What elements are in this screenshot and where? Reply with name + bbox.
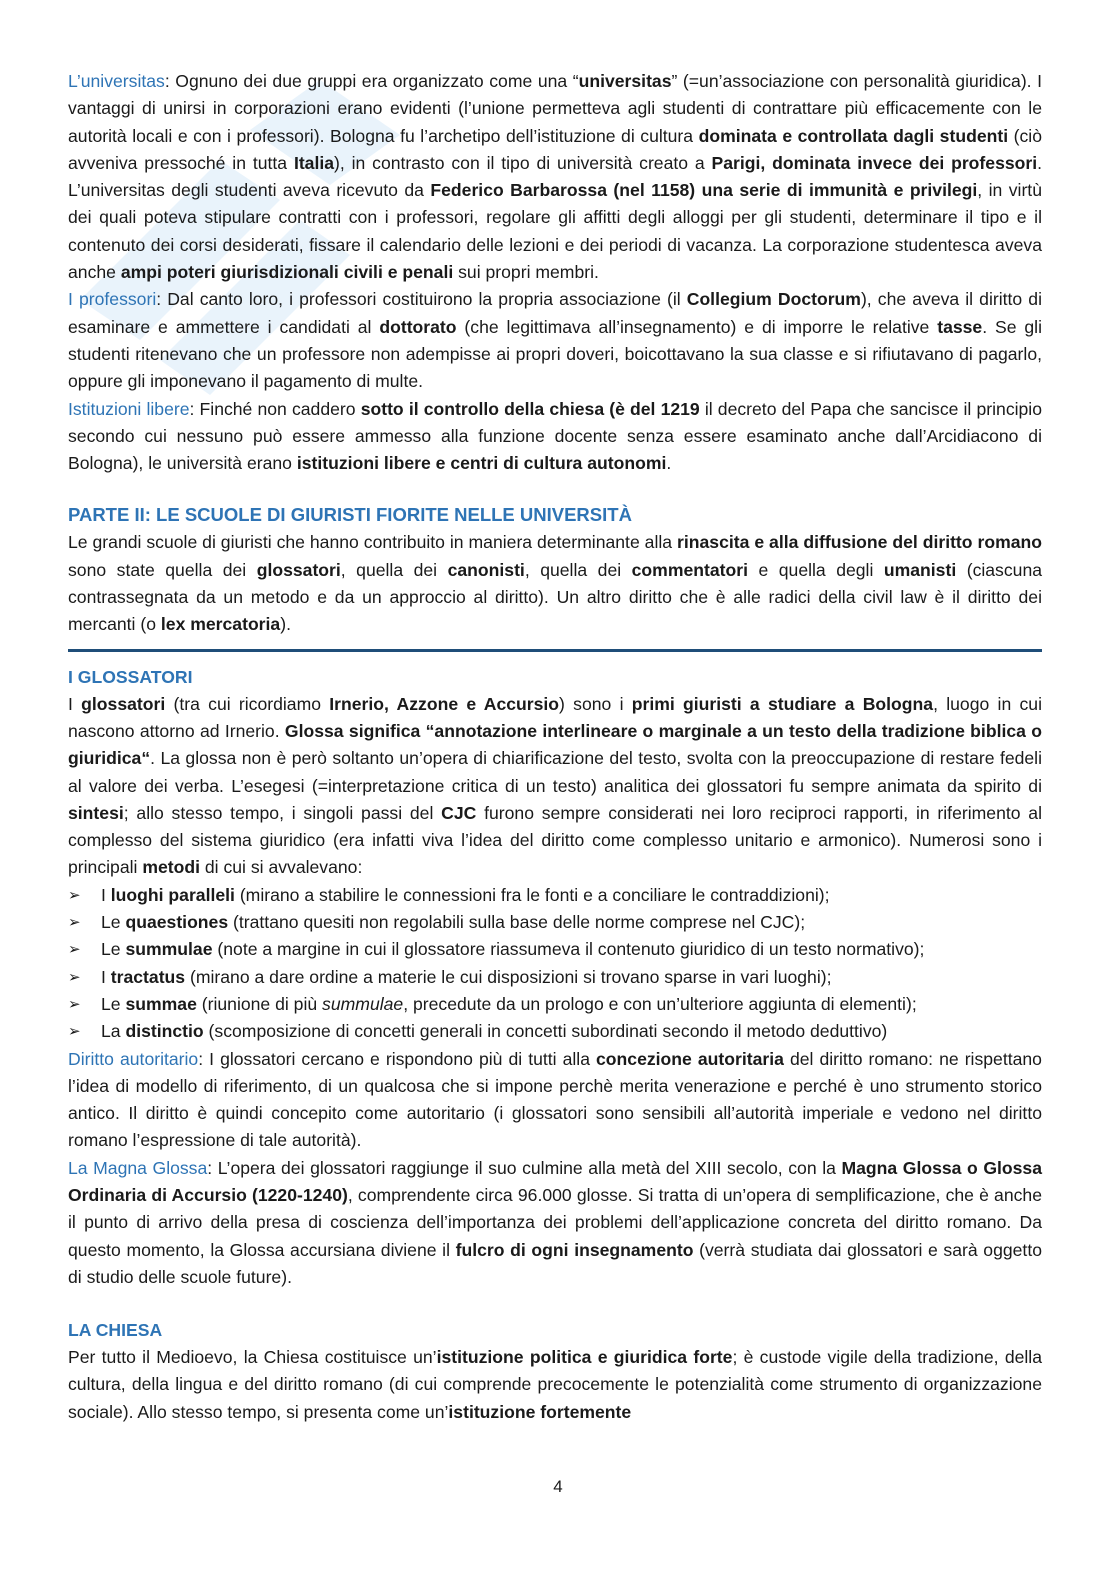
bold-text: dottorato bbox=[379, 316, 457, 337]
lead-istituzioni: Istituzioni libere bbox=[68, 398, 190, 419]
list-item bbox=[68, 964, 1042, 991]
text: . L’universitas degli studenti aveva ricevuto da bbox=[68, 152, 1043, 201]
text: furono sempre considerati nei loro reciproci rapporti, in riferimento al complesso del sistema giuridico (era infatti viva l’idea del diritto come complesso unitario e armonico). Numerosi sono i principali bbox=[68, 802, 1042, 878]
lead-diritto-autoritario: Diritto autoritario bbox=[68, 1048, 199, 1069]
paragraph-magna-glossa bbox=[68, 1155, 1042, 1291]
text: il decreto del Papa che sancisce il principio secondo cui nessuno può essere ammesso alla funzione docente senza essere esaminato anche dall’Arcidiacono di Bologna), le università erano bbox=[68, 398, 1042, 474]
text: La bbox=[101, 1021, 126, 1042]
text: : L’opera dei glossatori raggiunge il suo culmine alla metà del XIII secolo, con la bbox=[207, 1157, 842, 1178]
text: : I glossatori cercano e rispondono più di tutti alla bbox=[198, 1048, 597, 1069]
bold-text: Glossa significa “annotazione interlineare o marginale a un testo della tradizione biblica o giuridica“ bbox=[68, 720, 1042, 769]
section-divider bbox=[68, 649, 1042, 652]
bold-text: concezione autoritaria bbox=[596, 1048, 784, 1069]
paragraph-glossatori bbox=[68, 691, 1042, 882]
bold-text: sotto il controllo della chiesa (è del 1219 bbox=[360, 398, 700, 419]
text: Le bbox=[101, 939, 126, 960]
arrow-bullet-icon: ➢ bbox=[68, 941, 81, 959]
text: Le bbox=[101, 912, 126, 933]
text: di cui si avvalevano: bbox=[200, 857, 363, 878]
arrow-bullet-icon: ➢ bbox=[68, 914, 81, 932]
list-item bbox=[68, 909, 1042, 936]
document-page bbox=[68, 68, 1042, 1426]
lead-professori: I professori bbox=[68, 289, 157, 310]
list-item bbox=[68, 936, 1042, 963]
bold-text: summulae bbox=[125, 939, 213, 960]
bold-text: commentatori bbox=[631, 559, 748, 580]
bold-text: metodi bbox=[142, 857, 200, 878]
text: (mirano a dare ordine a materie le cui disposizioni si trovano sparse in vari luoghi); bbox=[185, 966, 832, 987]
text: I bbox=[101, 884, 111, 905]
bold-text: canonisti bbox=[447, 559, 525, 580]
text: , comprendente circa 96.000 glosse. Si tratta di un’opera di semplificazione, che è anche il punto di arrivo della presa di coscienza dell’importanza dei problemi dell’applicazione concreta del diritto romano. Da questo momento, la Glossa accursiana diviene il bbox=[68, 1184, 1042, 1260]
text: ). bbox=[280, 614, 291, 635]
bold-text: umanisti bbox=[883, 559, 957, 580]
bold-text: glossatori bbox=[256, 559, 341, 580]
bold-text: istituzioni libere e centri di cultura autonomi bbox=[296, 453, 667, 474]
text: . bbox=[666, 453, 672, 474]
lead-universitas: L’universitas bbox=[68, 71, 165, 91]
bold-text: istituzione fortemente bbox=[448, 1401, 632, 1422]
italic-text: summulae bbox=[322, 993, 404, 1014]
bold-text: Irnerio, Azzone e Accursio bbox=[329, 693, 560, 714]
bold-text: tractatus bbox=[110, 966, 186, 987]
bold-text: fulcro di ogni insegnamento bbox=[455, 1239, 694, 1260]
arrow-bullet-icon: ➢ bbox=[68, 886, 81, 904]
arrow-bullet-icon: ➢ bbox=[68, 995, 81, 1013]
text: , quella dei bbox=[524, 559, 632, 580]
paragraph-parte-ii bbox=[68, 529, 1042, 638]
paragraph-istituzioni bbox=[68, 396, 1042, 478]
list-item bbox=[68, 882, 1042, 909]
text: ) sono i bbox=[559, 693, 632, 714]
section-title-chiesa: LA CHIESA bbox=[68, 1320, 163, 1341]
bold-text: universitas bbox=[578, 71, 672, 91]
text: ; allo stesso tempo, i singoli passi del bbox=[123, 802, 442, 823]
text: , quella dei bbox=[340, 559, 448, 580]
bold-text: istituzione politica e giuridica forte bbox=[436, 1347, 733, 1368]
text: Le grandi scuole di giuristi che hanno contribuito in maniera determinante alla bbox=[68, 532, 678, 553]
arrow-bullet-icon: ➢ bbox=[68, 968, 81, 986]
bold-text: luoghi paralleli bbox=[110, 884, 235, 905]
text: ), in contrasto con il tipo di università creato a bbox=[334, 152, 712, 173]
bold-text: Collegium Doctorum bbox=[686, 289, 861, 310]
paragraph-universitas bbox=[68, 68, 1042, 286]
spacer bbox=[68, 1291, 1042, 1317]
bold-text: lex mercatoria bbox=[160, 614, 281, 635]
text: Per tutto il Medioevo, la Chiesa costituisce un’ bbox=[68, 1347, 437, 1368]
text: (verrà studiata dai glossatori e sarà oggetto di studio delle scuole future). bbox=[68, 1239, 1042, 1287]
text: del diritto romano: ne rispettano l’idea di modello di riferimento, di un qualcosa che si impone perchè merita venerazione e perché è uno strumento storico antico. Il diritto è quindi concepito come autoritario (i glossatori sono sensibili all’autorità imperiale e vedono nel diritto romano l’espressione di tale autorità). bbox=[68, 1048, 1042, 1151]
text: (riunione di più bbox=[196, 993, 323, 1014]
text: (scomposizione di concetti generali in concetti subordinati secondo il metodo deduttivo) bbox=[203, 1021, 888, 1042]
paragraph-professori bbox=[68, 286, 1042, 395]
text: : Ognuno dei due gruppi era organizzato come una “ bbox=[164, 71, 579, 91]
text: sono state quella dei bbox=[68, 559, 257, 580]
bold-text: dominata e controllata dagli studenti bbox=[698, 125, 1009, 146]
text: (ciò avveniva pressoché in tutta bbox=[68, 125, 1042, 173]
bold-text: distinctio bbox=[125, 1021, 204, 1042]
text: ; è custode vigile della tradizione, della cultura, della lingua e del diritto romano (di cui comprende precocemente le potenzialità come strumento di organizzazione sociale). Allo stesso tempo, si presenta come un’ bbox=[68, 1347, 1042, 1422]
list-item bbox=[68, 991, 1042, 1018]
section-title-glossatori: I GLOSSATORI bbox=[68, 666, 193, 687]
text: (trattano quesiti non regolabili sulla base delle norme comprese nel CJC); bbox=[228, 912, 806, 933]
text: , in virtù dei quali poteva stipulare contratti con i professori, regolare gli affitti degli alloggi per gli studenti, determinare il tipo e il contenuto dei corsi desiderati, fissare il calendario delle lezioni e dei periodi di vacanza. La corporazione studentesca aveva anche bbox=[68, 180, 1042, 283]
text: : Dal canto loro, i professori costituirono la propria associazione (il bbox=[156, 289, 687, 310]
bold-text: primi giuristi a studiare a Bologna bbox=[631, 693, 934, 714]
bold-text: CJC bbox=[441, 802, 477, 823]
bold-text: Magna Glossa o Glossa Ordinaria di Accursio (1220-1240) bbox=[68, 1157, 1042, 1205]
text: (ciascuna contrassegnata da un metodo e da un approccio al diritto). Un altro diritto che è alle radici della civil law è il diritto dei mercanti (o bbox=[68, 559, 1043, 635]
bold-text: summae bbox=[125, 993, 197, 1014]
text: ” (=un’associazione con personalità giuridica). I vantaggi di unirsi in corporazioni erano evidenti (l’unione permetteva agli studenti di contrattare più efficacemente con le autorità locali e con i professori). Bologna fu l’archetipo dell’istituzione di cultura bbox=[68, 71, 1042, 146]
page-number: 4 bbox=[553, 1477, 563, 1496]
methods-list bbox=[68, 882, 1042, 1046]
text: : Finché non caddero bbox=[189, 398, 361, 419]
section-title-parte-ii: PARTE II: LE SCUOLE DI GIURISTI FIORITE NELLE UNIVERSITÀ bbox=[68, 504, 632, 526]
list-item bbox=[68, 1018, 1042, 1045]
bold-text: glossatori bbox=[81, 693, 166, 714]
text: Le bbox=[101, 993, 126, 1014]
text: , precedute da un prologo e con un’ulteriore aggiunta di elementi); bbox=[403, 993, 917, 1014]
bold-text: sintesi bbox=[68, 802, 124, 823]
bold-text: Parigi, dominata invece dei professori bbox=[711, 152, 1038, 173]
bold-text: tasse bbox=[937, 316, 983, 337]
text: (note a margine in cui il glossatore riassumeva il contenuto giuridico di un testo normativo); bbox=[212, 939, 925, 960]
text: ), che aveva il diritto di esaminare e ammettere i candidati al bbox=[68, 289, 1042, 337]
text: (tra cui ricordiamo bbox=[165, 693, 330, 714]
arrow-bullet-icon: ➢ bbox=[68, 1023, 81, 1041]
lead-magna-glossa: La Magna Glossa bbox=[68, 1157, 208, 1178]
text: I bbox=[68, 693, 82, 714]
bold-text: Italia bbox=[293, 152, 335, 173]
text: I bbox=[101, 966, 111, 987]
bold-text: quaestiones bbox=[125, 912, 229, 933]
text: . La glossa non è però soltanto un’opera di chiarificazione del testo, svolta con la preoccupazione di restare fedeli al valore dei verba. L’esegesi (=interpretazione critica di un testo) analitica dei glossatori fu sempre animata da spirito di bbox=[68, 748, 1042, 796]
bold-text: Federico Barbarossa (nel 1158) una serie di immunità e privilegi bbox=[430, 180, 978, 201]
paragraph-diritto-autoritario bbox=[68, 1046, 1042, 1155]
text: (che legittimava all’insegnamento) e di imporre le relative bbox=[456, 316, 938, 337]
paragraph-chiesa bbox=[68, 1344, 1042, 1426]
text: sui propri membri. bbox=[453, 262, 599, 283]
bold-text: rinascita e alla diffusione del diritto romano bbox=[677, 532, 1043, 553]
bold-text: ampi poteri giurisdizionali civili e penali bbox=[120, 262, 454, 283]
text: e quella degli bbox=[747, 559, 884, 580]
text: . Se gli studenti ritenevano che un professore non adempisse ai propri doveri, boicottavano la sua classe e si rifiutavano di pagarlo, oppure gli imponevano il pagamento di multe. bbox=[68, 316, 1042, 392]
text: (mirano a stabilire le connessioni fra le fonti e a conciliare le contraddizioni); bbox=[234, 884, 830, 905]
text: , luogo in cui nascono attorno ad Irnerio. bbox=[68, 693, 1042, 741]
